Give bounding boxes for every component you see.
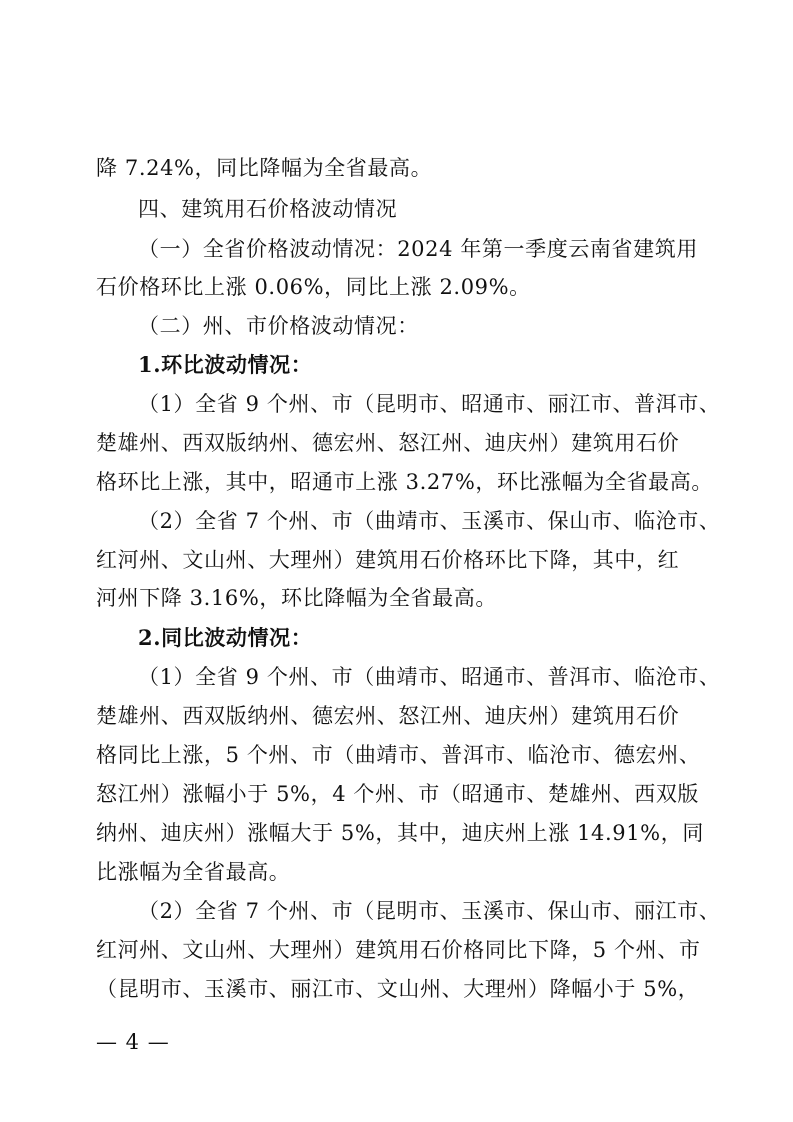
text-line: （1）全省 9 个州、市（曲靖市、昭通市、普洱市、临沧市、 xyxy=(138,665,721,689)
text-line: 格同比上涨，5 个州、市（曲靖市、普洱市、临沧市、德宏州、 xyxy=(96,743,701,767)
text-line: 降 7.24%，同比降幅为全省最高。 xyxy=(96,156,433,180)
text-line: （一）全省价格波动情况：2024 年第一季度云南省建筑用 xyxy=(138,237,698,261)
section-heading: 四、建筑用石价格波动情况 xyxy=(138,197,398,221)
text-line: 怒江州）涨幅小于 5%，4 个州、市（昭通市、楚雄州、西双版 xyxy=(96,782,700,806)
text-line: （昆明市、玉溪市、丽江市、文山州、大理州）降幅小于 5%， xyxy=(96,977,700,1001)
text-line: （二）州、市价格波动情况： xyxy=(138,314,419,338)
text-line: 楚雄州、西双版纳州、德宏州、怒江州、迪庆州）建筑用石价 xyxy=(96,431,680,455)
text-line: 红河州、文山州、大理州）建筑用石价格环比下降，其中，红 xyxy=(96,548,680,572)
text-line: 红河州、文山州、大理州）建筑用石价格同比下降，5 个州、市 xyxy=(96,938,701,962)
text-line: 纳州、迪庆州）涨幅大于 5%，其中，迪庆州上涨 14.91%，同 xyxy=(96,821,704,845)
text-line: 比涨幅为全省最高。 xyxy=(96,860,291,884)
subsection-heading: 2.同比波动情况： xyxy=(138,625,313,650)
text-line: 楚雄州、西双版纳州、德宏州、怒江州、迪庆州）建筑用石价 xyxy=(96,704,680,728)
text-line: （1）全省 9 个州、市（昆明市、昭通市、丽江市、普洱市、 xyxy=(138,392,721,416)
text-line: 河州下降 3.16%，环比降幅为全省最高。 xyxy=(96,586,497,610)
page-number: — 4 — xyxy=(96,1030,170,1054)
subsection-heading: 1.环比波动情况： xyxy=(138,352,313,377)
text-line: （2）全省 7 个州、市（曲靖市、玉溪市、保山市、临沧市、 xyxy=(138,509,721,533)
text-line: （2）全省 7 个州、市（昆明市、玉溪市、保山市、丽江市、 xyxy=(138,899,721,923)
text-line: 石价格环比上涨 0.06%，同比上涨 2.09%。 xyxy=(96,275,531,299)
text-line: 格环比上涨，其中，昭通市上涨 3.27%，环比涨幅为全省最高。 xyxy=(96,470,713,494)
